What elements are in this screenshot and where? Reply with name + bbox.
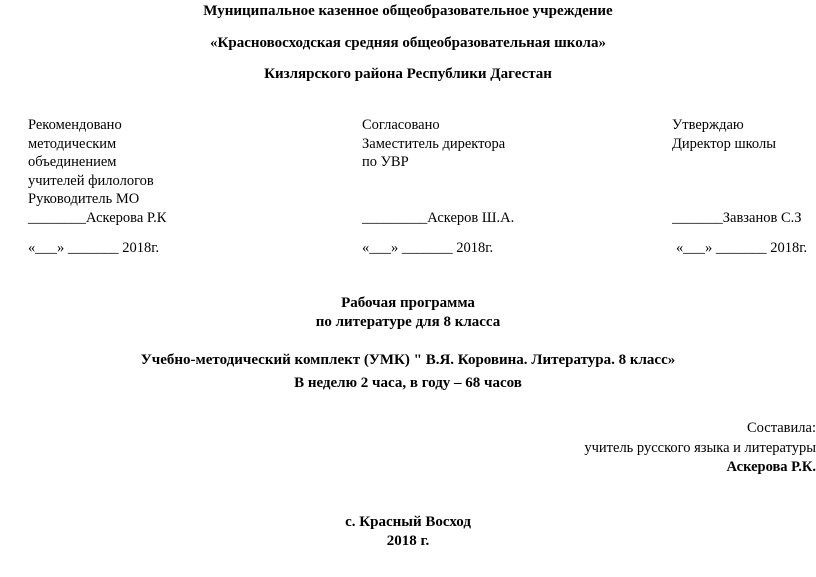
agreed-line	[362, 172, 514, 191]
approved-line	[672, 190, 816, 209]
approval-approved-block	[672, 116, 816, 227]
approved-signature: _______Завзанов С.З	[672, 209, 802, 226]
agreed-line: Заместитель директора	[362, 135, 506, 152]
program-umk: Учебно-методический комплект (УМК) " В.Я. Коровина. Литература. 8 класс»	[140, 352, 676, 368]
recommended-line: методическим	[28, 135, 117, 152]
recommended-line: учителей филологов	[28, 172, 154, 189]
agreed-line	[362, 190, 514, 209]
author-name: Аскерова Р.К.	[726, 459, 816, 475]
approved-line: Директор школы	[672, 135, 776, 152]
footer-year: 2018 г.	[386, 533, 430, 549]
recommended-date: «___» _______ 2018г.	[28, 240, 160, 256]
agreed-signature: _________Аскеров Ш.А.	[362, 209, 515, 226]
recommended-line: Руководитель МО	[28, 191, 140, 207]
institution-line-2: «Красновосходская средняя общеобразовательная школа»	[210, 35, 606, 51]
agreed-line: по УВР	[362, 154, 409, 170]
program-hours: В неделю 2 часа, в году – 68 часов	[294, 375, 522, 391]
footer-place: с. Красный Восход	[345, 514, 471, 530]
approved-line	[672, 153, 816, 172]
author-position: учитель русского языка и литературы	[584, 440, 816, 456]
approved-date: «___» _______ 2018г.	[676, 240, 808, 256]
recommended-signature: ________Аскерова Р.К	[28, 209, 167, 226]
recommended-line: Рекомендовано	[28, 117, 122, 133]
approval-agreed-block	[362, 116, 514, 227]
agreed-line: Согласовано	[362, 117, 440, 133]
institution-line-1: Муниципальное казенное общеобразовательное учреждение	[203, 3, 613, 19]
recommended-line: объединением	[28, 154, 117, 170]
institution-line-3: Кизлярского района Республики Дагестан	[264, 66, 552, 82]
approved-line: Утверждаю	[672, 117, 744, 133]
agreed-date: «___» _______ 2018г.	[362, 240, 494, 256]
approved-line	[672, 172, 816, 191]
program-title: Рабочая программа	[341, 295, 475, 311]
program-subtitle: по литературе для 8 класса	[315, 314, 501, 330]
author-label: Составила:	[747, 420, 816, 436]
approval-recommended-block	[28, 116, 166, 227]
